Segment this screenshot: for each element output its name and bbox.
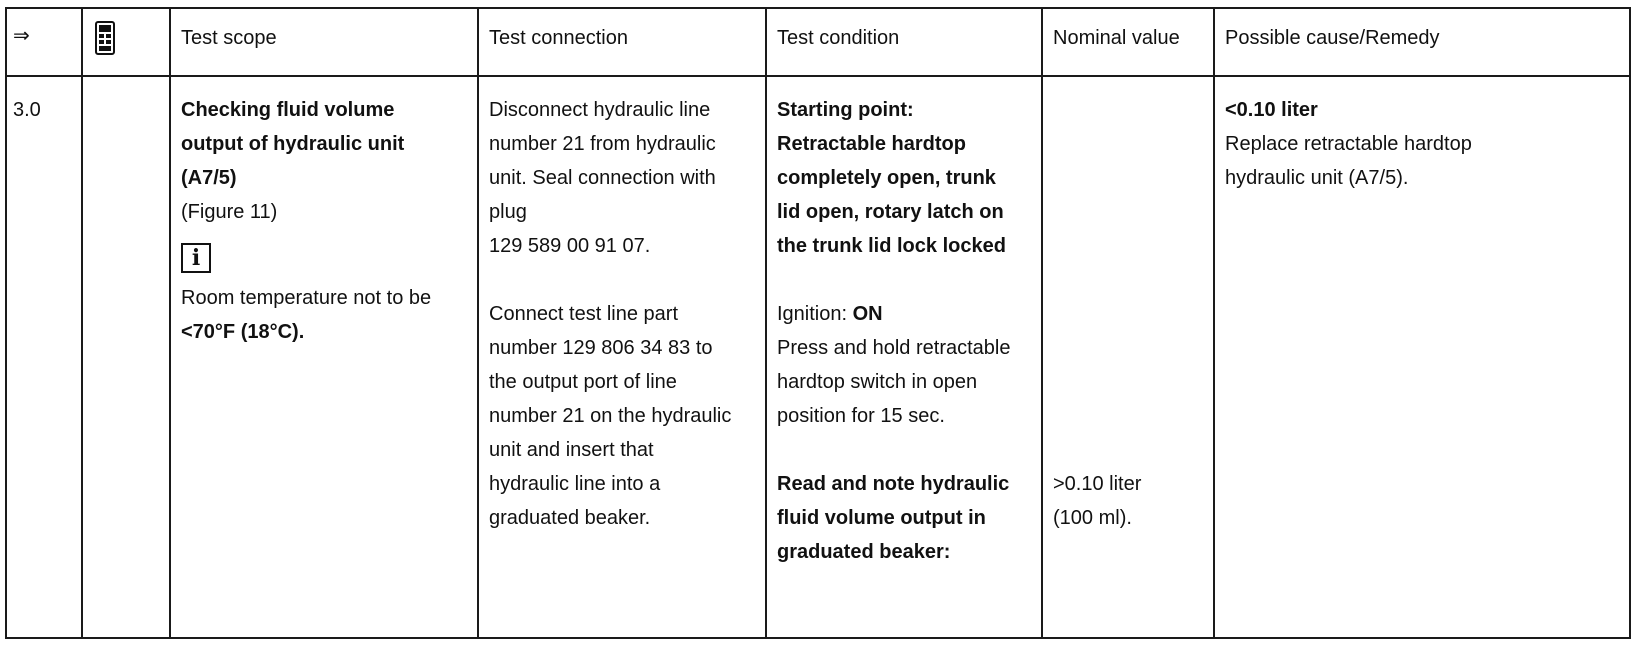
connection-line: plug <box>489 201 527 223</box>
header-test-scope: Test scope <box>170 8 478 76</box>
connection-line: unit and insert that <box>489 439 654 461</box>
header-nominal-value: Nominal value <box>1042 8 1214 76</box>
condition-cell <box>766 76 1042 638</box>
remedy-line: hydraulic unit (A7/5). <box>1225 167 1409 189</box>
scope-note-temperature: <70°F (18°C). <box>181 321 305 343</box>
ignition-label: Ignition: <box>777 303 853 325</box>
connection-line: the output port of line <box>489 371 677 393</box>
condition-start-line: completely open, trunk <box>777 167 996 189</box>
tester-cell <box>82 76 170 638</box>
connection-line: number 21 from hydraulic <box>489 133 716 155</box>
condition-read-line: fluid volume output in <box>777 507 986 529</box>
connection-line: Disconnect hydraulic line <box>489 99 711 121</box>
nominal-value-line: >0.10 liter <box>1053 473 1142 495</box>
step-cell <box>6 76 82 638</box>
remedy-heading: <0.10 liter <box>1225 99 1318 121</box>
condition-start-line: the trunk lid lock locked <box>777 235 1006 257</box>
table-row <box>6 76 1630 638</box>
condition-press-line: hardtop switch in open <box>777 371 978 393</box>
scope-title-line: (A7/5) <box>181 167 237 189</box>
condition-read-line: Read and note hydraulic <box>777 473 1010 495</box>
condition-start-line: lid open, rotary latch on <box>777 201 1004 223</box>
info-icon: i <box>181 243 211 273</box>
remedy-line: Replace retractable hardtop <box>1225 133 1472 155</box>
header-test-condition: Test condition <box>766 8 1042 76</box>
header-tester-cell <box>82 8 170 76</box>
nominal-cell <box>1042 76 1214 638</box>
scope-cell <box>170 76 478 638</box>
connection-line: hydraulic line into a <box>489 473 661 495</box>
connection-line: number 21 on the hydraulic <box>489 405 732 427</box>
ignition-line <box>777 297 1041 331</box>
step-number: 3.0 <box>13 99 41 121</box>
header-possible-cause: Possible cause/Remedy <box>1214 8 1630 76</box>
connection-line: number 129 806 34 83 to <box>489 337 713 359</box>
header-test-connection: Test connection <box>478 8 766 76</box>
condition-press-line: position for 15 sec. <box>777 405 945 427</box>
arrow-icon: ⇒ <box>13 25 30 47</box>
connection-line: Connect test line part <box>489 303 678 325</box>
condition-read-line: graduated beaker: <box>777 541 951 563</box>
scope-title-line: Checking fluid volume <box>181 99 395 121</box>
tester-icon <box>95 21 115 55</box>
header-row <box>6 8 1630 76</box>
connection-line: graduated beaker. <box>489 507 651 529</box>
connection-cell <box>478 76 766 638</box>
connection-line: unit. Seal connection with <box>489 167 716 189</box>
ignition-value: ON <box>852 303 883 325</box>
condition-start-line: Starting point: <box>777 99 914 121</box>
scope-note-line: Room temperature not to be <box>181 287 432 309</box>
figure-reference: (Figure 11) <box>181 201 278 223</box>
connection-line: 129 589 00 91 07. <box>489 235 651 257</box>
remedy-cell <box>1214 76 1630 638</box>
scope-title-line: output of hydraulic unit <box>181 133 405 155</box>
condition-press-line: Press and hold retractable <box>777 337 1011 359</box>
condition-start-line: Retractable hardtop <box>777 133 966 155</box>
header-arrow-cell <box>6 8 82 76</box>
nominal-value-line: (100 ml). <box>1053 507 1132 529</box>
test-table <box>5 7 1631 639</box>
